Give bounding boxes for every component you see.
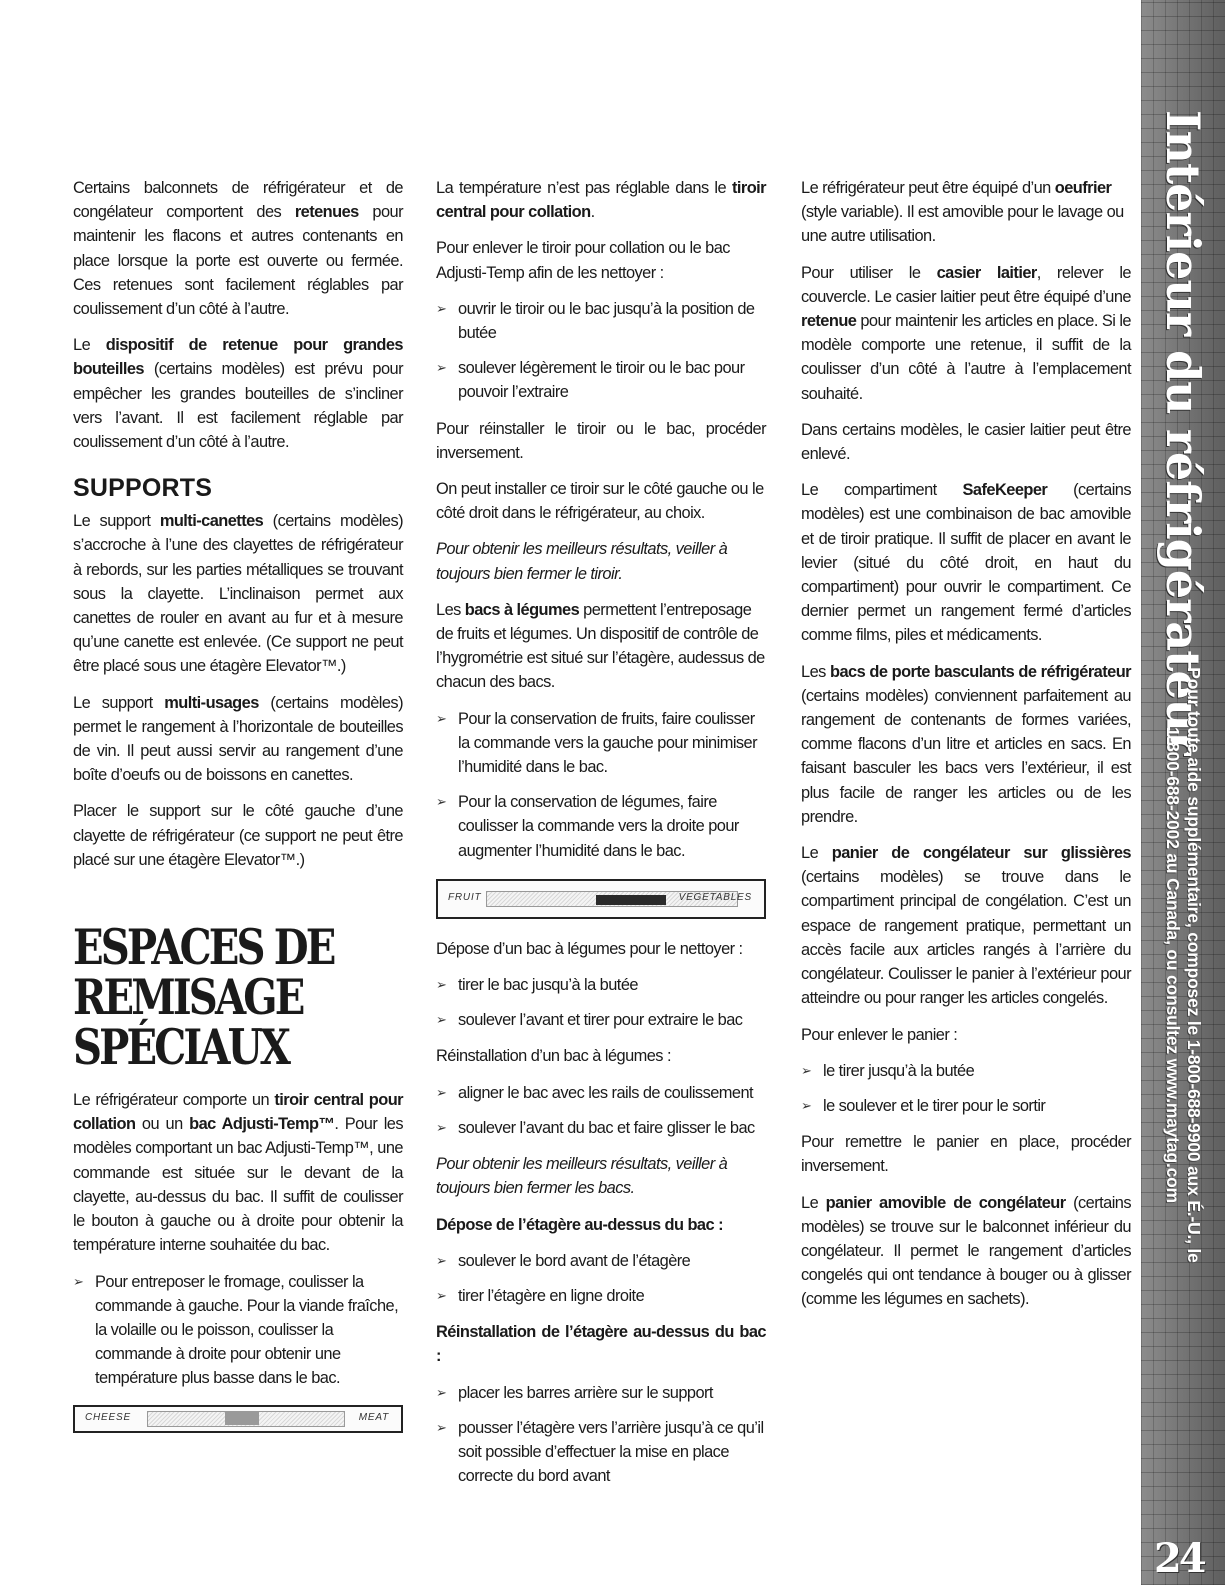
arrowhead-bullet-icon: ➢ bbox=[436, 794, 447, 810]
paragraph-temperature: La température n’est pas réglable dans le tiroir central pour collation. bbox=[436, 179, 766, 222]
paragraph-bacs-porte: Les bacs de porte basculants de réfrigérateur (certains modèles) conviennent parfaitement au rangement de contenants de formes variées, comme flacons d’un litre et articles en sacs. En faisant basculer les bacs vers l’extérieur, il est plus facile de ranger les articles ou de les prendre. bbox=[801, 662, 1131, 826]
bullet-list-reinstallation-etagere bbox=[436, 1381, 766, 1489]
arrowhead-bullet-icon: ➢ bbox=[801, 1062, 812, 1078]
paragraph-casier-enleve: Dans certains modèles, le casier laitier peut être enlevé. bbox=[801, 420, 1131, 464]
paragraph-panier-amovible: Le panier amovible de congélateur (certains modèles) se trouve sur le balconnet inférieur du congélateur. Il permet le rangement d’articles congelés qui ont tendance à bouger ou à glisser (comme les légumes en sachets). bbox=[801, 1193, 1132, 1309]
list-item: ➢ placer les barres arrière sur le support bbox=[436, 1381, 766, 1405]
list-item: ➢ soulever l’avant et tirer pour extraire le bac bbox=[436, 1008, 766, 1032]
column-middle bbox=[436, 176, 766, 1500]
list-item: ➢ le tirer jusqu’à la butée bbox=[801, 1059, 1131, 1083]
arrowhead-bullet-icon: ➢ bbox=[436, 1419, 447, 1435]
column-left bbox=[73, 176, 403, 1451]
subheading-reinstallation-etagere: Réinstallation de l’étagère au-dessus du bac : bbox=[436, 1323, 766, 1366]
list-item: ➢ tirer l’étagère en ligne droite bbox=[436, 1284, 766, 1308]
bullet-list-panier bbox=[801, 1059, 1131, 1118]
paragraph-retenues: Certains balconnets de réfrigérateur et de congélateur comportent des retenues pour maintenir les flacons et autres contenants en place lorsque la porte est ouverte ou fermée. Ces retenues sont facilement réglables par coulissement d’un côté à l’autre. bbox=[73, 179, 403, 319]
bullet-list-humidite bbox=[436, 707, 766, 863]
list-item: ➢ Pour la conservation de légumes, faire coulisser la commande vers la droite pour augmenter l’humidité dans le bac. bbox=[436, 790, 766, 863]
arrowhead-bullet-icon: ➢ bbox=[436, 300, 447, 316]
sidebar-tab bbox=[1141, 0, 1225, 1585]
column-right bbox=[801, 176, 1131, 1324]
arrowhead-bullet-icon: ➢ bbox=[436, 1287, 447, 1303]
paragraph-grandes-bouteilles: Le dispositif de retenue pour grandes bouteilles (certains modèles) est prévu pour empêcher les grandes bouteilles de s’incliner vers l’avant. Il est facilement réglable par coulissement d’un côté à l’autre. bbox=[73, 336, 403, 452]
heading-supports: SUPPORTS bbox=[73, 474, 213, 503]
bullet-list-depose bbox=[436, 973, 766, 1032]
arrowhead-bullet-icon: ➢ bbox=[436, 1252, 447, 1268]
arrowhead-bullet-icon: ➢ bbox=[436, 977, 447, 993]
slider-label-left: CHEESE bbox=[85, 1411, 131, 1423]
cheese-meat-control-illustration bbox=[73, 1405, 403, 1433]
paragraph-meilleurs-resultats-bacs: Pour obtenir les meilleurs résultats, veiller à toujours bien fermer les bacs. bbox=[436, 1155, 728, 1198]
slider-label-left: FRUIT bbox=[448, 891, 482, 903]
paragraph-installer-cote: On peut installer ce tiroir sur le côté gauche ou le côté droit dans le réfrigérateur, au choix. bbox=[436, 480, 764, 523]
bullet-list-depose-etagere bbox=[436, 1249, 766, 1308]
list-item: ➢ Pour la conservation de fruits, faire coulisser la commande vers la gauche pour minimiser l’humidité dans le bac. bbox=[436, 707, 766, 780]
subheading-depose-etagere: Dépose de l’étagère au-dessus du bac : bbox=[436, 1215, 723, 1234]
paragraph-safekeeper: Le compartiment SafeKeeper (certains modèles) est une combinaison de bac amovible et de tiroir pratique. Il suffit de placer en avant le levier (situé du côté droit, en haut du compartiment) pour ouvrir le compartiment. Ce dernier permet un rangement fermé d’articles comme films, piles et médicaments. bbox=[801, 481, 1132, 645]
arrowhead-bullet-icon: ➢ bbox=[801, 1097, 812, 1113]
paragraph-depose-bac: Dépose d’un bac à légumes pour le nettoyer : bbox=[436, 939, 743, 958]
list-item: ➢ soulever le bord avant de l’étagère bbox=[436, 1249, 766, 1273]
list-item: ➢ le soulever et le tirer pour le sortir bbox=[801, 1094, 1131, 1118]
bullet-list-enlever bbox=[436, 297, 766, 405]
paragraph-remettre-panier: Pour remettre le panier en place, procéder inversement. bbox=[801, 1133, 1131, 1176]
paragraph-placer-support: Placer le support sur le côté gauche d’une clayette de réfrigérateur (ce support ne peut être placé sur une étagère Elevator™.) bbox=[73, 802, 403, 869]
slider-knob bbox=[225, 1411, 259, 1425]
arrowhead-bullet-icon: ➢ bbox=[436, 710, 447, 726]
paragraph-enlever-panier: Pour enlever le panier : bbox=[801, 1025, 958, 1044]
list-item: ➢ aligner le bac avec les rails de coulissement bbox=[436, 1081, 766, 1105]
slider-knob bbox=[596, 895, 666, 905]
arrowhead-bullet-icon: ➢ bbox=[73, 1273, 84, 1289]
paragraph-multi-usages: Le support multi-usages (certains modèles) permet le rangement à l’horizontale de bouteilles de vin. Il peut aussi servir au rangement d’une boîte d’oeufs ou de boissons en canettes. bbox=[73, 693, 403, 785]
list-item: ➢ tirer le bac jusqu’à la butée bbox=[436, 973, 766, 997]
list-item: ➢ Pour entreposer le fromage, coulisser la commande à gauche. Pour la viande fraîche, la volaille ou le poisson, coulisser la commande à droite pour obtenir une température plus basse dans le bac. bbox=[73, 1270, 403, 1391]
bullet-list-reinstallation bbox=[436, 1081, 766, 1140]
arrowhead-bullet-icon: ➢ bbox=[436, 1012, 447, 1028]
paragraph-casier-laitier: Pour utiliser le casier laitier, relever le couvercle. Le casier laitier peut être équipé d’une retenue pour maintenir les articles en place. Si le modèle comporte une retenue, il suffit de la coulisser d’un côté à l’autre à l’emplacement souhaité. bbox=[801, 263, 1131, 403]
list-item: ➢ soulever l’avant du bac et faire glisser le bac bbox=[436, 1116, 766, 1140]
paragraph-enlever-tiroir: Pour enlever le tiroir pour collation ou le bac Adjusti-Temp afin de les nettoyer : bbox=[436, 239, 730, 282]
paragraph-panier-glissieres: Le panier de congélateur sur glissières (certains modèles) se trouve dans le compartiment principal de congélation. C’est un espace de rangement pratique, permettant un accès facile aux articles rangés à l’arrière du congélateur. Coulisser le panier à l’extérieur pour atteindre ou pour ranger les articles congelés. bbox=[801, 844, 1131, 1008]
list-item: ➢ pousser l’étagère vers l’arrière jusqu’à ce qu’il soit possible d’effectuer la mise en place correcte du bord avant bbox=[436, 1416, 766, 1489]
paragraph-meilleurs-resultats-tiroir: Pour obtenir les meilleurs résultats, veiller à toujours bien fermer le tiroir. bbox=[436, 540, 728, 583]
list-item: ➢ ouvrir le tiroir ou le bac jusqu’à la position de butée bbox=[436, 297, 766, 345]
paragraph-reinstaller: Pour réinstaller le tiroir ou le bac, procéder inversement. bbox=[436, 419, 766, 462]
paragraph-bacs-legumes: Les bacs à légumes permettent l’entreposage de fruits et légumes. Un dispositif de contrôle de l’hygrométrie est situé sur l’étagère, audessus de chacun des bacs. bbox=[436, 600, 765, 692]
sidebar-help-text: Pour toute aide supplémentaire, composez le 1-800-688-9900 aux É.-U., le 1-800-688-2002 au Canada, ou consultez www.maytag.com bbox=[1163, 667, 1204, 1263]
heading-espaces-remisage: ESPACES DE REMISAGE SPÉCIAUX bbox=[73, 918, 334, 1077]
arrowhead-bullet-icon: ➢ bbox=[436, 360, 447, 376]
page-number: 24 bbox=[1154, 1535, 1204, 1582]
paragraph-oeufrier: Le réfrigérateur peut être équipé d’un oeufrier (style variable). Il est amovible pour le lavage ou une autre utilisation. bbox=[801, 179, 1124, 246]
slider-label-right: MEAT bbox=[358, 1411, 389, 1423]
sidebar-section-title: Intérieur du réfrigérateur bbox=[1156, 110, 1210, 755]
arrowhead-bullet-icon: ➢ bbox=[436, 1119, 447, 1135]
paragraph-reinstallation-bac: Réinstallation d’un bac à légumes : bbox=[436, 1047, 671, 1066]
paragraph-tiroir-central: Le réfrigérateur comporte un tiroir central pour collation ou un bac Adjusti-Temp™. Pour les modèles comportant un bac Adjusti-Temp™, une commande est située sur le devant de la clayette, au-dessus du bac. Il suffit de coulisser le bouton à gauche ou à droite pour obtenir la température interne souhaitée du bac. bbox=[73, 1091, 403, 1255]
list-item: ➢ soulever légèrement le tiroir ou le bac pour pouvoir l’extraire bbox=[436, 356, 766, 404]
arrowhead-bullet-icon: ➢ bbox=[436, 1084, 447, 1100]
paragraph-multi-canettes: Le support multi-canettes (certains modèles) s’accroche à l’une des clayettes de réfrigérateur à rebords, sur les parties métalliques se trouvant sous la clayette. L’inclinaison permet aux canettes de rouler en avant au fur et à mesure qu’une canette est enlevée. (Ce support ne peut être placé sous une étagère Elevator™.) bbox=[73, 512, 403, 676]
bullet-list-fromage bbox=[73, 1270, 403, 1391]
slider-label-right: VEGETABLES bbox=[678, 891, 752, 903]
fruit-vegetables-control-illustration bbox=[436, 879, 766, 919]
arrowhead-bullet-icon: ➢ bbox=[436, 1384, 447, 1400]
